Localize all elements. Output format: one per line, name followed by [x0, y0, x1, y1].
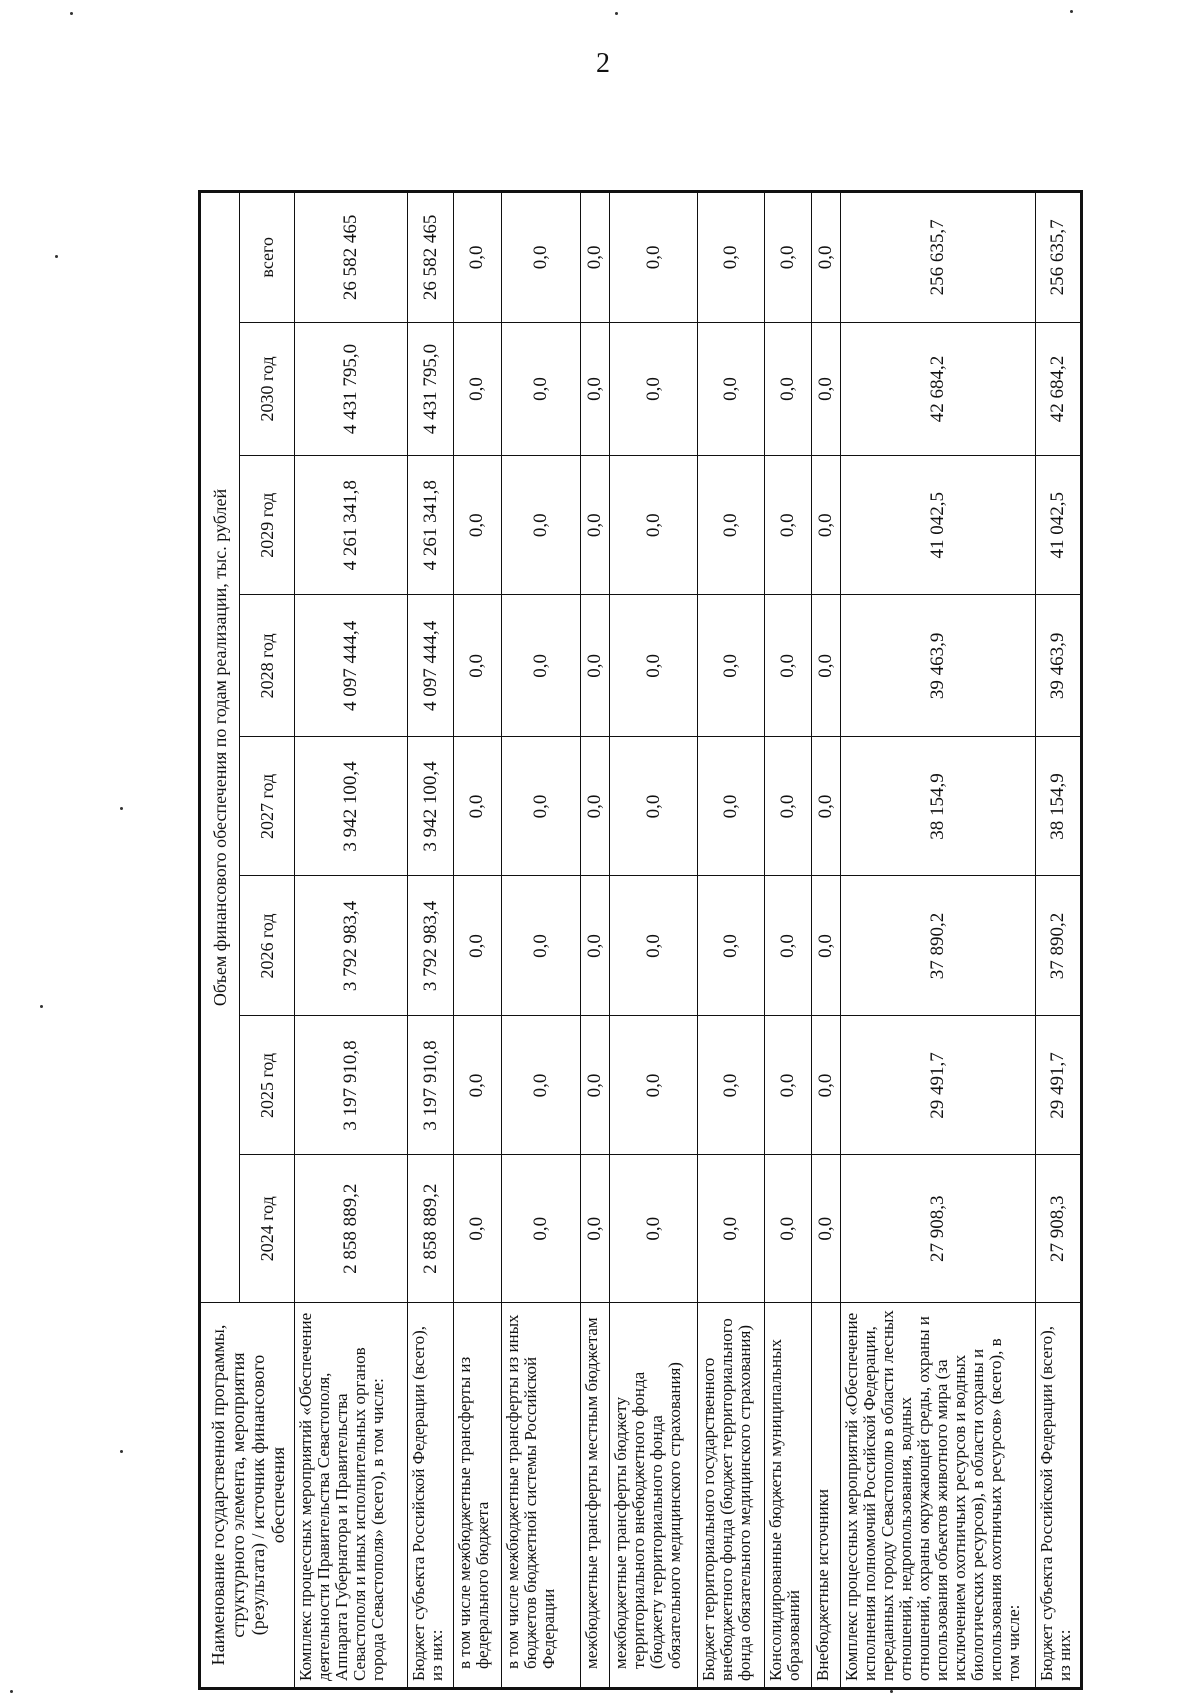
financing-table [198, 190, 1083, 1690]
cell-2027: 0,0 [811, 737, 840, 876]
page-number: 2 [596, 48, 610, 79]
cell-2030: 4 431 795,0 [408, 322, 453, 456]
table-row [841, 192, 1035, 1689]
cell-2025: 0,0 [453, 1016, 501, 1155]
cell-2024: 0,0 [610, 1155, 698, 1303]
cell-2030: 0,0 [764, 322, 811, 456]
cell-2027: 0,0 [698, 737, 764, 876]
cell-2030: 0,0 [811, 322, 840, 456]
cell-2024: 0,0 [501, 1155, 580, 1303]
cell-2027: 38 154,9 [841, 737, 1035, 876]
cell-2030: 0,0 [698, 322, 764, 456]
scan-speck [120, 807, 123, 810]
cell-2029: 0,0 [501, 456, 580, 595]
cell-2026: 37 890,2 [841, 876, 1035, 1016]
cell-2027: 0,0 [764, 737, 811, 876]
row-name: Бюджет субъекта Российской Федерации (всего), из них: [408, 1303, 453, 1689]
table-row [811, 192, 840, 1689]
column-header-2028: 2028 год [240, 595, 295, 737]
table-row [295, 192, 408, 1689]
rotated-table-wrapper [198, 190, 1083, 1690]
cell-2025: 3 197 910,8 [408, 1016, 453, 1155]
cell-total: 0,0 [453, 192, 501, 323]
column-header-2024: 2024 год [240, 1155, 295, 1303]
cell-2028: 0,0 [764, 595, 811, 737]
cell-2027: 0,0 [610, 737, 698, 876]
cell-2025: 0,0 [698, 1016, 764, 1155]
cell-total: 0,0 [580, 192, 609, 323]
cell-2029: 4 261 341,8 [408, 456, 453, 595]
cell-2030: 0,0 [580, 322, 609, 456]
cell-2025: 0,0 [501, 1016, 580, 1155]
cell-2026: 37 890,2 [1035, 876, 1081, 1016]
cell-total: 0,0 [764, 192, 811, 323]
cell-2029: 41 042,5 [1035, 456, 1081, 595]
cell-2029: 0,0 [453, 456, 501, 595]
cell-2027: 0,0 [501, 737, 580, 876]
table-row [1035, 192, 1081, 1689]
row-name: Консолидированные бюджеты муниципальных образований [764, 1303, 811, 1689]
cell-2029: 41 042,5 [841, 456, 1035, 595]
cell-2026: 3 792 983,4 [408, 876, 453, 1016]
cell-2025: 0,0 [811, 1016, 840, 1155]
cell-2028: 0,0 [811, 595, 840, 737]
cell-2028: 39 463,9 [1035, 595, 1081, 737]
column-header-2030: 2030 год [240, 322, 295, 456]
column-header-2029: 2029 год [240, 456, 295, 595]
cell-total: 26 582 465 [408, 192, 453, 323]
table-row [610, 192, 698, 1689]
cell-2024: 0,0 [580, 1155, 609, 1303]
cell-2026: 3 792 983,4 [295, 876, 408, 1016]
cell-2024: 0,0 [764, 1155, 811, 1303]
column-header-2025: 2025 год [240, 1016, 295, 1155]
cell-total: 256 635,7 [1035, 192, 1081, 323]
scan-speck [890, 1690, 893, 1693]
cell-2026: 0,0 [610, 876, 698, 1016]
cell-2028: 0,0 [698, 595, 764, 737]
table-row [453, 192, 501, 1689]
row-name: Внебюджетные источники [811, 1303, 840, 1689]
cell-2030: 42 684,2 [841, 322, 1035, 456]
table-row [698, 192, 764, 1689]
cell-2025: 29 491,7 [841, 1016, 1035, 1155]
row-name: Бюджет субъекта Российской Федерации (всего), из них: [1035, 1303, 1081, 1689]
cell-2025: 0,0 [580, 1016, 609, 1155]
table-row [408, 192, 453, 1689]
cell-2026: 0,0 [811, 876, 840, 1016]
cell-2027: 3 942 100,4 [295, 737, 408, 876]
cell-2027: 0,0 [453, 737, 501, 876]
name-column-header: Наименование государственной программы, структурного элемента, мероприятия (результата) / источник финансового обеспечения [200, 1303, 295, 1689]
cell-2029: 0,0 [580, 456, 609, 595]
column-header-total: всего [240, 192, 295, 323]
row-name: Бюджет территориального государственного внебюджетного фонда (бюджет территориального фонда обязательного медицинского страхования) [698, 1303, 764, 1689]
cell-2026: 0,0 [764, 876, 811, 1016]
cell-2029: 0,0 [698, 456, 764, 595]
scan-speck [70, 12, 73, 15]
cell-2027: 3 942 100,4 [408, 737, 453, 876]
financing-group-header: Объем финансового обеспечения по годам реализации, тыс. рублей [200, 192, 240, 1303]
cell-2024: 0,0 [453, 1155, 501, 1303]
cell-2024: 0,0 [698, 1155, 764, 1303]
cell-2026: 0,0 [698, 876, 764, 1016]
row-name: Комплекс процессных мероприятий «Обеспечение исполнения полномочий Российской Федерации, переданных городу Севастополю в области лесных отношений, недропользования, водных отношений, охраны окружающей среды, охраны и использования объектов животного мира (за исключением охотничьих ресурсов и водных биологических ресурсов), в области охраны и использования охотничьих ресурсов» (всего), в том числе: [841, 1303, 1035, 1689]
cell-2028: 4 097 444,4 [408, 595, 453, 737]
cell-2025: 0,0 [764, 1016, 811, 1155]
scan-speck [1070, 10, 1073, 13]
row-name: в том числе межбюджетные трансферты из иных бюджетов бюджетной системы Российской Федерации [501, 1303, 580, 1689]
cell-2030: 0,0 [501, 322, 580, 456]
cell-2024: 2 858 889,2 [408, 1155, 453, 1303]
scan-speck [55, 255, 58, 258]
cell-2028: 39 463,9 [841, 595, 1035, 737]
cell-2029: 0,0 [610, 456, 698, 595]
cell-total: 0,0 [610, 192, 698, 323]
row-name: межбюджетные трансферты бюджету территориального внебюджетного фонда (бюджету территориального фонда обязательного медицинского страхования) [610, 1303, 698, 1689]
cell-2025: 29 491,7 [1035, 1016, 1081, 1155]
cell-2029: 4 261 341,8 [295, 456, 408, 595]
cell-2025: 3 197 910,8 [295, 1016, 408, 1155]
column-header-2026: 2026 год [240, 876, 295, 1016]
cell-2027: 38 154,9 [1035, 737, 1081, 876]
cell-total: 256 635,7 [841, 192, 1035, 323]
cell-2030: 4 431 795,0 [295, 322, 408, 456]
cell-2024: 2 858 889,2 [295, 1155, 408, 1303]
cell-2030: 42 684,2 [1035, 322, 1081, 456]
table-row [580, 192, 609, 1689]
cell-total: 26 582 465 [295, 192, 408, 323]
cell-2029: 0,0 [764, 456, 811, 595]
cell-2028: 0,0 [610, 595, 698, 737]
cell-2024: 27 908,3 [841, 1155, 1035, 1303]
cell-2028: 0,0 [453, 595, 501, 737]
cell-2028: 0,0 [580, 595, 609, 737]
cell-2025: 0,0 [610, 1016, 698, 1155]
cell-2024: 27 908,3 [1035, 1155, 1081, 1303]
scan-speck [615, 12, 618, 15]
row-name: Комплекс процессных мероприятий «Обеспечение деятельности Правительства Севастополя, Аппарата Губернатора и Правительства Севастополя и иных исполнительных органов города Севастополя» (всего), в том числе: [295, 1303, 408, 1689]
table-row [764, 192, 811, 1689]
scan-speck [40, 1005, 43, 1008]
cell-2028: 4 097 444,4 [295, 595, 408, 737]
cell-2027: 0,0 [580, 737, 609, 876]
row-name: межбюджетные трансферты местным бюджетам [580, 1303, 609, 1689]
scan-speck [10, 1690, 13, 1693]
cell-total: 0,0 [698, 192, 764, 323]
table-row [501, 192, 580, 1689]
cell-2030: 0,0 [453, 322, 501, 456]
cell-2026: 0,0 [501, 876, 580, 1016]
cell-2029: 0,0 [811, 456, 840, 595]
cell-total: 0,0 [811, 192, 840, 323]
scan-speck [120, 1450, 123, 1453]
cell-2030: 0,0 [610, 322, 698, 456]
cell-2028: 0,0 [501, 595, 580, 737]
cell-2026: 0,0 [580, 876, 609, 1016]
cell-total: 0,0 [501, 192, 580, 323]
column-header-2027: 2027 год [240, 737, 295, 876]
cell-2026: 0,0 [453, 876, 501, 1016]
cell-2024: 0,0 [811, 1155, 840, 1303]
row-name: в том числе межбюджетные трансферты из федерального бюджета [453, 1303, 501, 1689]
